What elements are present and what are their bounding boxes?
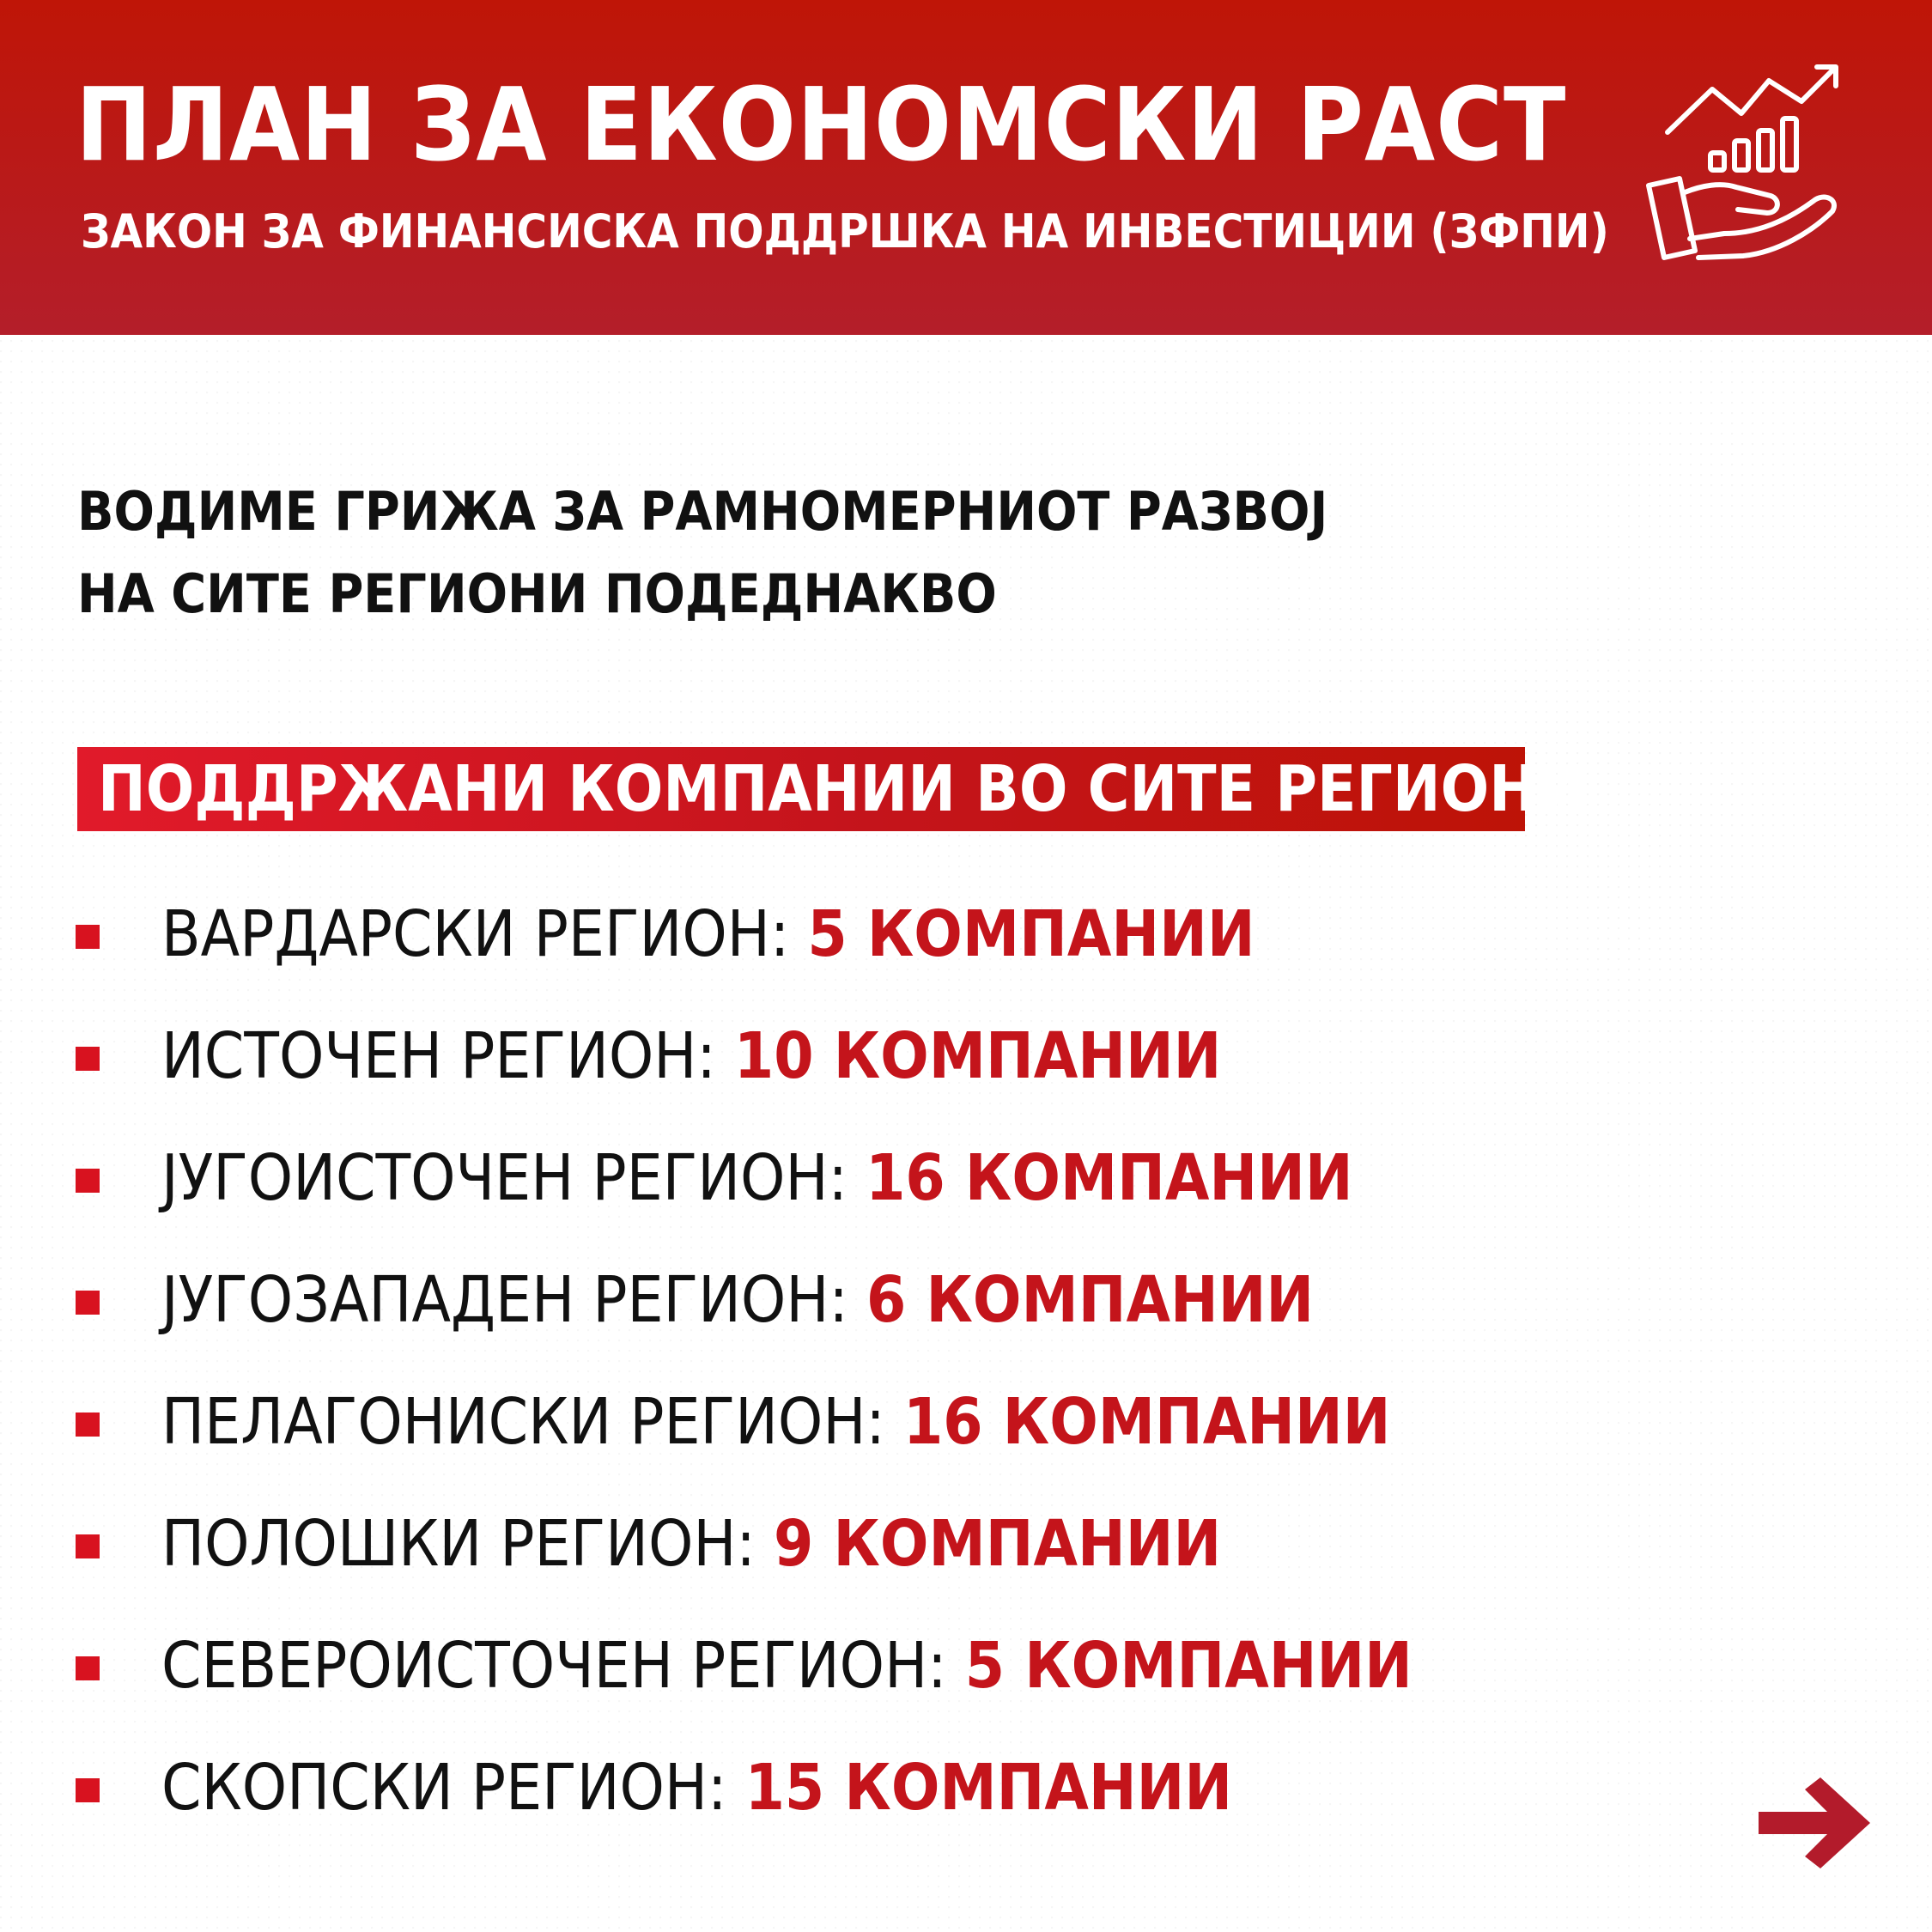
region-name: ИСТОЧЕН РЕГИОН: bbox=[161, 1019, 716, 1093]
region-count: 10 КОМПАНИИ bbox=[733, 1019, 1222, 1093]
intro-line-2: НА СИТЕ РЕГИОНИ ПОДЕДНАКВО bbox=[77, 562, 997, 625]
square-bullet bbox=[76, 1169, 100, 1193]
square-bullet bbox=[76, 1534, 100, 1558]
square-bullet bbox=[76, 1291, 100, 1315]
region-name: ПЕЛАГОНИСКИ РЕГИОН: bbox=[161, 1385, 885, 1459]
square-bullet bbox=[76, 1413, 100, 1437]
region-count: 16 КОМПАНИИ bbox=[902, 1385, 1391, 1459]
page-title: ПЛАН ЗА ЕКОНОМСКИ РАСТ bbox=[76, 65, 1567, 184]
region-text bbox=[161, 1749, 1232, 1826]
square-bullet bbox=[76, 1778, 100, 1802]
region-text bbox=[161, 1261, 1314, 1339]
region-text bbox=[161, 1383, 1390, 1461]
region-text bbox=[161, 896, 1255, 973]
square-bullet bbox=[76, 925, 100, 949]
region-count: 6 КОМПАНИИ bbox=[866, 1263, 1315, 1337]
square-bullet bbox=[76, 1047, 100, 1071]
square-bullet bbox=[76, 1656, 100, 1680]
region-text bbox=[161, 1627, 1413, 1704]
page-subtitle: ЗАКОН ЗА ФИНАНСИСКА ПОДДРШКА НА ИНВЕСТИЦИИ (ЗФПИ) bbox=[81, 204, 1609, 258]
region-text bbox=[161, 1505, 1221, 1583]
intro-line-1: ВОДИМЕ ГРИЖА ЗА РАМНОМЕРНИОТ РАЗВОЈ bbox=[77, 480, 1328, 543]
region-text bbox=[161, 1018, 1221, 1095]
region-count: 5 КОМПАНИИ bbox=[807, 897, 1255, 971]
region-name: ЈУГОИСТОЧЕН РЕГИОН: bbox=[161, 1141, 848, 1215]
arrow-right-icon[interactable] bbox=[1752, 1774, 1875, 1872]
region-count: 9 КОМПАНИИ bbox=[774, 1507, 1222, 1581]
section-title: ПОДДРЖАНИ КОМПАНИИ ВО СИТЕ РЕГИОНИ bbox=[98, 752, 1585, 826]
region-name: СЕВЕРОИСТОЧЕН РЕГИОН: bbox=[161, 1629, 947, 1703]
region-count: 5 КОМПАНИИ bbox=[964, 1629, 1413, 1703]
region-name: ПОЛОШКИ РЕГИОН: bbox=[161, 1507, 756, 1581]
region-count: 15 КОМПАНИИ bbox=[744, 1751, 1233, 1825]
region-name: СКОПСКИ РЕГИОН: bbox=[161, 1751, 727, 1825]
region-name: ВАРДАРСКИ РЕГИОН: bbox=[161, 897, 790, 971]
region-count: 16 КОМПАНИИ bbox=[866, 1141, 1353, 1215]
region-name: ЈУГОЗАПАДЕН РЕГИОН: bbox=[161, 1263, 848, 1337]
region-text bbox=[161, 1139, 1353, 1217]
